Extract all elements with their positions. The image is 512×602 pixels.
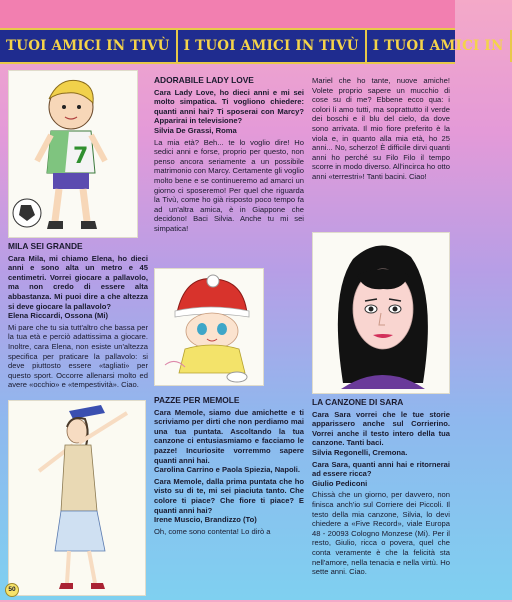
header-segment-1: TUOI AMICI IN TIVÙ: [0, 30, 178, 62]
girl-red-hat-illustration: [155, 269, 265, 387]
drawing-woman-black-hair: [312, 232, 450, 394]
letter-signature: Silvia Regonelli, Cremona.: [312, 447, 408, 457]
letter-sara: [312, 398, 450, 579]
drawing-soccer-boy: [8, 70, 138, 238]
header-banner: [0, 28, 504, 64]
top-border: [0, 0, 455, 28]
header-segment-2: I TUOI AMICI IN TIVÙ: [178, 30, 367, 62]
soccer-boy-illustration: [9, 71, 139, 239]
letter-answer: Mariel che ho tante, nuove amiche! Volete proprio sapere un mucchio di cose su di me? Ebbene ecco qua: i colori li amo tutti, ma soprattutto il verde dei boschi e il blu del cielo, da dove sono arrivata. Il mio fiore preferito è la viola e, in quanto alla mia età, ho 25 anni... No, scherzo! È difficile dirvi quanti anni ho perché su Filo Filo il tempo scorre in modo diverso. All'incirca ho otto anni «terrestri»! Tanti bacini. Ciao!: [312, 76, 450, 181]
svg-text:7: 7: [73, 144, 89, 169]
page-number: 50: [5, 583, 19, 597]
letter-signature: Irene Muscio, Brandizzo (To): [154, 515, 257, 525]
letter-answer: Oh, come sono contenta! Lo dirò a: [154, 526, 271, 536]
letter-question: Cara Sara vorrei che le tue storie apparissero anche sul Corrierino. Vorrei anche il testo intero della tua canzone. Tanti baci.: [312, 409, 450, 448]
letter-signature: Elena Riccardi, Ossona (Mi): [8, 311, 109, 321]
letter-signature: Silvia De Grassi, Roma: [154, 125, 237, 135]
header-segment-3: I TUOI AMICI IN: [367, 30, 512, 62]
letter-question: Cara Mila, mi chiamo Elena, ho dieci anni e sono alta un metro e 45 centimetri. Vorrei giocare a pallavolo, ma non credo di essere alta abbastanza. Mi puoi dire a che altezza si deve giocare la pallavolo?: [8, 253, 148, 311]
letter-mila: [8, 242, 148, 392]
letter-title: PAZZE PER MEMOLE: [154, 395, 240, 405]
letter-question: Cara Lady Love, ho dieci anni e mi sei molto simpatica. Ti vogliono chiedere: quanti anni hai? Ti sposerai con Marcy? Apparirai in televisione?: [154, 87, 304, 126]
letter-answer: La mia età? Beh... te lo voglio dire! Ho sedici anni e forse, proprio per questo, non penso ancora seriamente a un possibile matrimonio con Marcy. Certamente gli voglio molto bene e se continueremo ad amarci un giorno ci sposeremo! Per quel che riguarda la Tivù, come ho già risposto poco tempo fa ad un'altra amica, è in Giappone che decidono! Baci Silvia. Anche tu mi sei simpatica!: [154, 137, 304, 233]
drawing-dancer: [8, 400, 146, 596]
letter-signature: Carolina Carrino e Paola Spiezia, Napoli.: [154, 465, 301, 475]
letter-answer: Mi pare che tu sia tutt'altro che bassa per la tua età e perciò adattissima a giocare. Inoltre, cara Elena, non esiste un'altezza specifica per praticare la pallavolo: si deve piuttosto essere «tagliati» per questo sport. Occorre allenarsi molto ed avere «occhio» e «tempestività». Ciao.: [8, 322, 148, 390]
letter-question: Cara Sara, quanti anni hai e ritornerai ad essere ricca?: [312, 459, 450, 479]
letter-title: LA CANZONE DI SARA: [312, 397, 404, 407]
woman-illustration: [313, 233, 451, 395]
dancer-illustration: [9, 401, 147, 597]
letter-memole-continued: [312, 76, 450, 184]
letter-title: ADORABILE LADY LOVE: [154, 75, 254, 85]
letter-question: Cara Memole, dalla prima puntata che ho visto su di te, mi sei piaciuta tanto. Che colore ti piace? Che fiore ti piace? E quanti anni hai?: [154, 476, 304, 515]
letter-memole: [154, 396, 304, 538]
letter-question: Cara Memole, siamo due amichette e ti scriviamo per dirti che non perdiamo mai una tua puntata. Ascoltando la tua canzone ci entusiasmiamo e facciamo le pazze! Incuriosite vorremmo sapere quanti anni hai.: [154, 407, 304, 465]
letter-answer: Chissà che un giorno, per davvero, non finisca anch'io sul Corriere dei Piccoli. Il testo della mia canzone, Silvia, lo devi chiedere a «Five Record», viale Europa 48 - 20093 Cologno Monzese (Mi). Per il resto, Giulio, ricca o povera, quel che conta veramente è che la felicità sta nell'amore, nella tenacia e nella virtù. Ho sette anni. Ciao.: [312, 490, 450, 577]
letter-title: MILA SEI GRANDE: [8, 241, 83, 251]
letter-lady-love: [154, 76, 304, 236]
letter-signature: Giulio Pediconi: [312, 478, 368, 488]
drawing-girl-red-hat: [154, 268, 264, 386]
